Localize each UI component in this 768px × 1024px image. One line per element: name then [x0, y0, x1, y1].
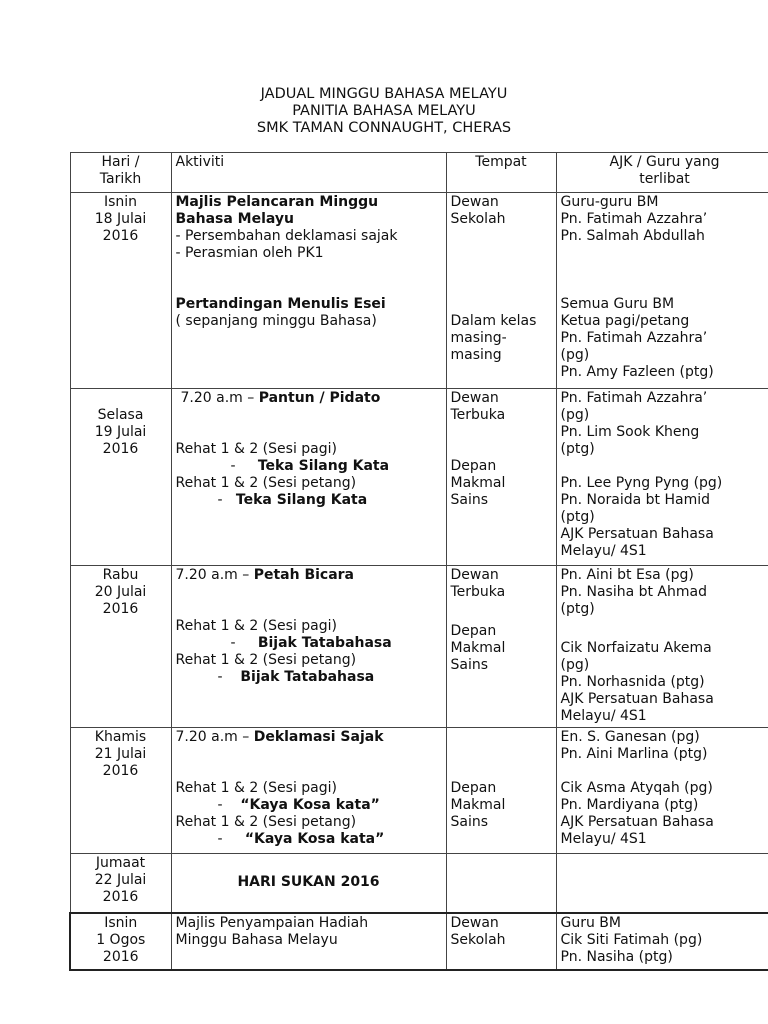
day-cell: Isnin 1 Ogos 2016	[70, 913, 171, 970]
document-title	[0, 86, 768, 137]
table-row	[70, 854, 768, 913]
day-cell: Khamis 21 Julai 2016	[70, 728, 171, 854]
committee-cell: Pn. Aini bt Esa (pg) Pn. Nasiha bt Ahmad (ptg) Cik Norfaizatu Akema (pg) Pn. Norhasnida (ptg) AJK Persatuan Bahasa Melayu/ 4S1	[556, 566, 768, 728]
table-row	[70, 566, 768, 728]
header-activity: Aktiviti	[171, 153, 446, 193]
activity-cell: Majlis Pelancaran Minggu Bahasa Melayu - Persembahan deklamasi sajak - Perasmian oleh PK1 Pertandingan Menulis Esei ( sepanjang minggu Bahasa)	[171, 193, 446, 389]
schedule-table	[69, 152, 768, 971]
place-cell: Depan Makmal Sains	[446, 728, 556, 854]
activity-cell: 7.20 a.m – Deklamasi Sajak Rehat 1 & 2 (Sesi pagi) - “Kaya Kosa kata” Rehat 1 & 2 (Sesi petang) - “Kaya Kosa kata”	[171, 728, 446, 854]
committee-cell	[556, 854, 768, 913]
header-committee: AJK / Guru yang terlibat	[556, 153, 768, 193]
activity-cell: 7.20 a.m – Pantun / Pidato Rehat 1 & 2 (Sesi pagi) - Teka Silang Kata Rehat 1 & 2 (Sesi petang) - Teka Silang Kata	[171, 389, 446, 566]
committee-cell: Guru-guru BM Pn. Fatimah Azzahra’ Pn. Salmah Abdullah Semua Guru BM Ketua pagi/petang Pn. Fatimah Azzahra’ (pg) Pn. Amy Fazleen (ptg)	[556, 193, 768, 389]
title-line-3: SMK TAMAN CONNAUGHT, CHERAS	[256, 120, 512, 136]
table-row	[70, 193, 768, 389]
sports-day-cell: HARI SUKAN 2016	[171, 854, 446, 913]
header-place: Tempat	[446, 153, 556, 193]
activity-cell: Majlis Penyampaian Hadiah Minggu Bahasa Melayu	[171, 913, 446, 970]
place-cell: Dewan Terbuka Depan Makmal Sains	[446, 566, 556, 728]
day-cell: Rabu 20 Julai 2016	[70, 566, 171, 728]
committee-cell: Pn. Fatimah Azzahra’ (pg) Pn. Lim Sook Kheng (ptg) Pn. Lee Pyng Pyng (pg) Pn. Noraida bt Hamid (ptg) AJK Persatuan Bahasa Melayu/ 4S1	[556, 389, 768, 566]
table-row	[70, 728, 768, 854]
day-cell: Selasa 19 Julai 2016	[70, 389, 171, 566]
title-line-1: JADUAL MINGGU BAHASA MELAYU	[260, 86, 508, 102]
day-cell: Isnin 18 Julai 2016	[70, 193, 171, 389]
title-line-2: PANITIA BAHASA MELAYU	[292, 103, 476, 119]
place-cell: Dewan Sekolah	[446, 913, 556, 970]
committee-cell: En. S. Ganesan (pg) Pn. Aini Marlina (ptg) Cik Asma Atyqah (pg) Pn. Mardiyana (ptg) AJK Persatuan Bahasa Melayu/ 4S1	[556, 728, 768, 854]
header-day: Hari / Tarikh	[70, 153, 171, 193]
table-row	[70, 389, 768, 566]
table-row	[70, 913, 768, 970]
table-header-row	[70, 153, 768, 193]
place-cell	[446, 854, 556, 913]
activity-cell: 7.20 a.m – Petah Bicara Rehat 1 & 2 (Sesi pagi) - Bijak Tatabahasa Rehat 1 & 2 (Sesi petang) - Bijak Tatabahasa	[171, 566, 446, 728]
committee-cell: Guru BM Cik Siti Fatimah (pg) Pn. Nasiha (ptg)	[556, 913, 768, 970]
place-cell: Dewan Sekolah Dalam kelas masing- masing	[446, 193, 556, 389]
day-cell: Jumaat 22 Julai 2016	[70, 854, 171, 913]
place-cell: Dewan Terbuka Depan Makmal Sains	[446, 389, 556, 566]
